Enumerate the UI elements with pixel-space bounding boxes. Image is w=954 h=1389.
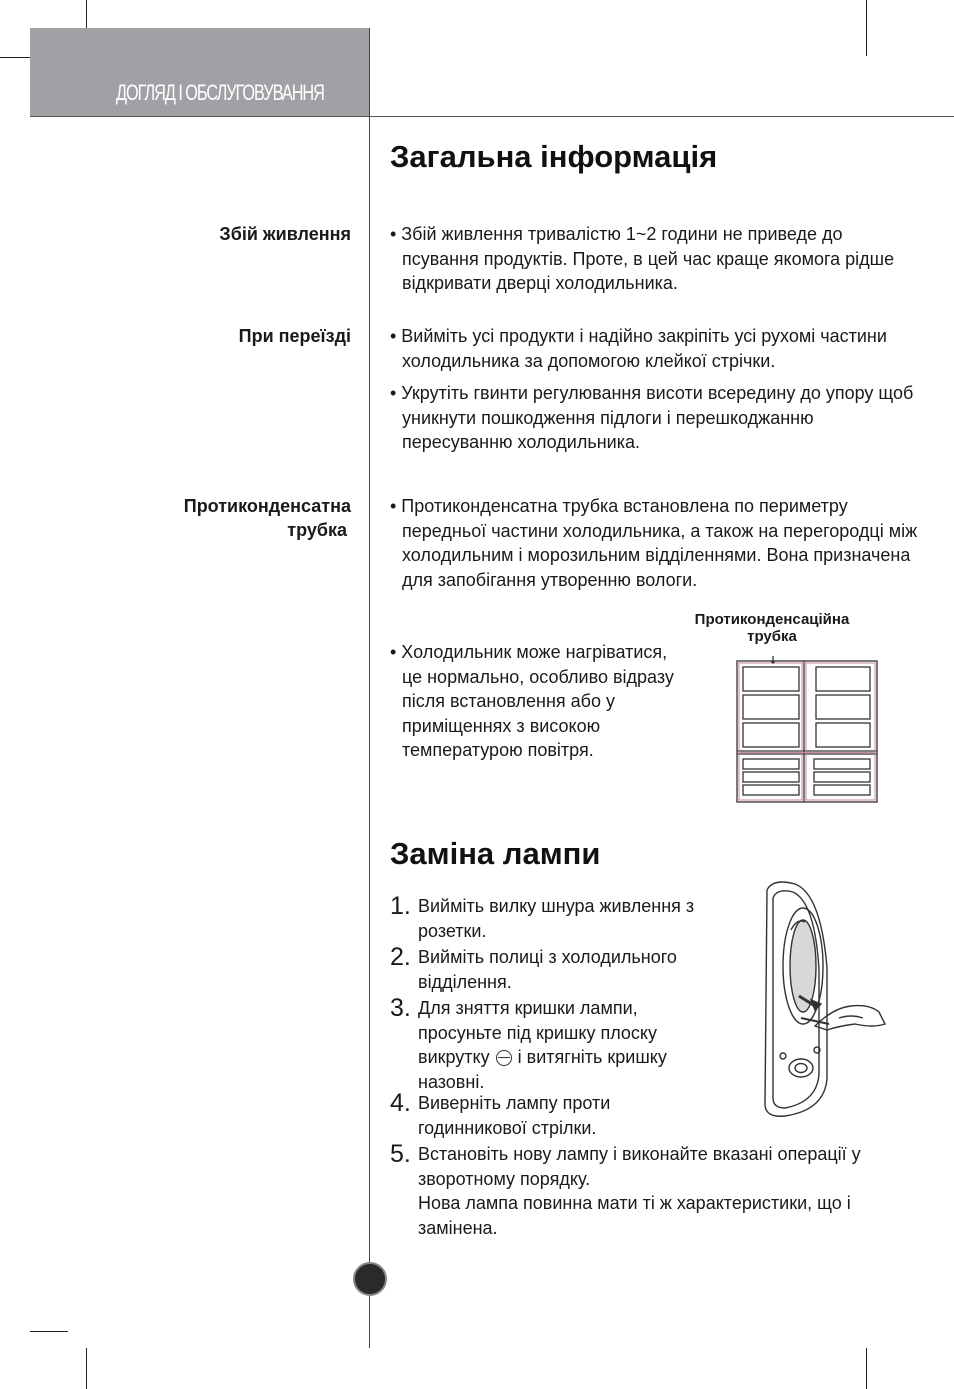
power-failure-label: Збій живлення <box>219 224 351 244</box>
anti-condensation-label-line1: Протиконденсатна <box>183 496 351 516</box>
header-rule <box>30 116 954 117</box>
general-info-heading: Загальна інформація <box>390 139 718 174</box>
figure-caption-line2: трубка <box>747 628 797 645</box>
step-5-text <box>418 1142 918 1240</box>
step-5-note: Нова лампа повинна мати ті ж характеристики, що і замінена. <box>418 1193 851 1238</box>
lamp-replacement-heading: Заміна лампи <box>390 836 601 871</box>
crop-mark-bottom-left-v <box>86 1348 87 1389</box>
crop-mark-top-right-v <box>866 0 867 56</box>
anti-condensation-label <box>184 494 351 542</box>
flat-screwdriver-icon <box>496 1050 512 1066</box>
power-failure-text: • Збій живлення тривалістю 1~2 години не приведе до псування продуктів. Проте, в цей час краще якомога рідше відкривати дверці холодильника. <box>390 224 895 293</box>
moving-item-1: • Вийміть усі продукти і надійно закріпіть усі рухомі частини холодильника за допомогою клейкої стрічки. <box>390 326 887 371</box>
section-title: ДОГЛЯД І ОБСЛУГОВУВАННЯ <box>116 80 324 105</box>
step-2-text: Вийміть полиці з холодильного відділення. <box>418 947 677 992</box>
step-3-number: 3. <box>390 994 411 1022</box>
step-4-text: Виверніть лампу проти годинникової стрілки. <box>418 1093 611 1138</box>
moving-item-2: • Укрутіть гвинти регулювання висоти всередину до упору щоб уникнути пошкодження підлоги і перешкоджанню пересуванню холодильника. <box>390 383 914 452</box>
step-1-text: Вийміть вилку шнура живлення з розетки. <box>418 896 695 941</box>
moving-label: При переїзді <box>238 326 351 346</box>
step-3-text-before: Для зняття кришки лампи, просуньте під кришку плоску викрутку <box>418 998 657 1067</box>
step-3-text-after: і витягніть кришку назовні. <box>418 1047 667 1092</box>
anti-condensation-item-2: • Холодильник може нагріватися, це нормально, особливо відразу після встановлення або у приміщеннях з високою температурою повітря. <box>390 642 674 760</box>
refrigerator-front-diagram <box>734 656 880 804</box>
step-1-number: 1. <box>390 892 411 920</box>
crop-mark-bottom-right-v <box>866 1348 867 1389</box>
crop-mark-bottom-left-h <box>30 1331 68 1332</box>
anti-condensation-label-line2: трубка <box>287 520 347 540</box>
figure-caption-line1: Протиконденсаційна <box>694 611 850 628</box>
column-divider <box>369 28 370 1348</box>
step-5-main: Встановіть нову лампу і виконайте вказані операції у зворотному порядку. <box>418 1144 861 1189</box>
page-marker-circle <box>353 1262 387 1296</box>
step-3-text <box>418 996 718 1094</box>
step-4-number: 4. <box>390 1089 411 1117</box>
step-5-number: 5. <box>390 1140 411 1168</box>
lamp-cover-illustration <box>755 878 895 1122</box>
figure-caption <box>672 611 872 645</box>
step-2-number: 2. <box>390 943 411 971</box>
anti-condensation-item-1: • Протиконденсатна трубка встановлена по периметру передньої частини холодильника, а також на перегородці між холодильним і морозильним відділеннями. Вона призначена для запобігання утворенню вологи. <box>390 496 918 590</box>
